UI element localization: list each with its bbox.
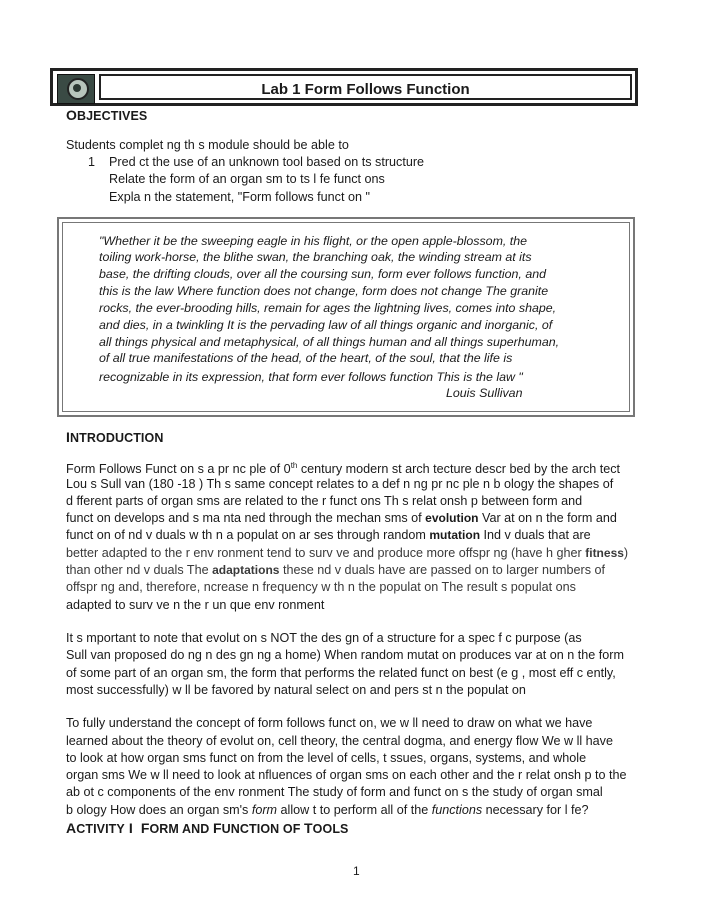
intro-p3-line: to look at how organ sms funct on from the level of cells, t ssues, organs, systems, and whole — [66, 751, 587, 765]
term-mutation: mutation — [429, 528, 481, 542]
quote-line: of all true manifestations of the head, of the heart, of the soul, that the life is — [99, 351, 513, 365]
term-adaptations: adaptations — [212, 563, 280, 577]
objective-item-2: Relate the form of an organ sm to ts l fe funct ons — [109, 172, 385, 186]
intro-p2-line: of some part of an organ sm, the form that performs the related funct on best (e g , most eff c ently, — [66, 666, 616, 680]
quote-author: Louis Sullivan — [446, 386, 523, 400]
term-form: form — [251, 803, 278, 817]
introduction-heading: INTRODUCTION — [66, 429, 164, 445]
title-box — [50, 68, 638, 106]
intro-p1-line: Form Follows Funct on s a pr nc ple of 0th century modern st arch tecture descr bed by the arch tect — [66, 461, 621, 477]
intro-p2-line: It s mportant to note that evolut on s NOT the des gn of a structure for a spec f c purpose (as — [66, 631, 582, 645]
intro-p3-line: learned about the theory of evolut on, cell theory, the central dogma, and energy flow We w ll have — [66, 734, 613, 748]
page-number: 1 — [353, 864, 360, 878]
page-title: Lab 1 Form Follows Function — [261, 81, 470, 98]
term-evolution: evolution — [425, 511, 479, 525]
intro-p3-line: To fully understand the concept of form follows funct on, we w ll need to draw on what we have — [66, 716, 593, 730]
intro-p1-line: funct on develops and s ma nta ned through the mechan sms of evolution Var at on n the form and — [66, 511, 617, 525]
intro-p1-line: than other nd v duals The adaptations these nd v duals have are passed on to larger numbers of — [66, 563, 605, 577]
intro-p3-line: b ology How does an organ sm's form allow t to perform all of the functions necessary for l fe? — [66, 803, 589, 817]
objective-item-1: Pred ct the use of an unknown tool based on ts structure — [109, 155, 425, 169]
intro-p3-line: organ sms We w ll need to look at nfluences of organ sms on each other and the r relat onsh p to the — [66, 768, 627, 782]
title-frame — [99, 74, 632, 100]
objective-number: 1 — [88, 155, 96, 169]
intro-p2-line: Sull van proposed do ng n des gn ng a home) When random mutat on produces var at on n the form — [66, 648, 624, 662]
quote-line: rocks, the ever-brooding hills, remain for ages the lightning lives, comes into shape, — [99, 301, 557, 315]
quote-line: toiling work-horse, the blithe swan, the branching oak, the winding stream at its — [99, 250, 532, 264]
quote-line: recognizable in its expression, that form ever follows function This is the law " — [99, 370, 523, 384]
quote-line: and dies, in a twinkling It is the pervading law of all things organic and inorganic, of — [99, 318, 553, 332]
quote-line: "Whether it be the sweeping eagle in his flight, or the open apple-blossom, the — [99, 234, 528, 248]
intro-p1-line: Lou s Sull van (180 -18 ) Th s same concept relates to a def n ng pr nc ple n b ology the shapes of — [66, 477, 614, 491]
intro-p1-line: d fferent parts of organ sms are related to the r funct ons Th s relat onsh p between form and — [66, 494, 583, 508]
term-fitness: fitness — [585, 546, 624, 560]
quote-line: all things physical and metaphysical, of all things human and all things superhuman, — [99, 335, 560, 349]
lab-logo — [57, 74, 95, 104]
quote-line: this is the law Where function does not change, form does not change The granite — [99, 284, 549, 298]
intro-p1-line: offspr ng and, therefore, ncrease n frequency w th n the populat on The result s populat ons — [66, 580, 576, 594]
term-functions: functions — [431, 803, 483, 817]
activity-heading: ACTIVITY I FORM AND FUNCTION OF TOOLS — [66, 820, 349, 836]
intro-p1-line: funct on of nd v duals w th n a populat on ar ses through random mutation Ind v duals that are — [66, 528, 591, 542]
intro-p2-line: most successfully) w ll be favored by natural select on and pers st n the populat on — [66, 683, 526, 697]
quote-line: base, the drifting clouds, over all the coursing sun, form ever follows function, and — [99, 267, 546, 281]
intro-p1-line: better adapted to the r env ronment tend to surv ve and produce more offspr ng (have h gher fitness) — [66, 546, 629, 560]
intro-p1-line: adapted to surv ve n the r un que env ronment — [66, 598, 325, 612]
intro-p3-line: ab ot c components of the env ronment The study of form and funct on s the study of organ smal — [66, 785, 603, 799]
objective-item-3: Expla n the statement, "Form follows funct on " — [109, 190, 370, 204]
objectives-intro: Students complet ng th s module should be able to — [66, 138, 349, 152]
objectives-heading: OBJECTIVES — [66, 107, 148, 123]
